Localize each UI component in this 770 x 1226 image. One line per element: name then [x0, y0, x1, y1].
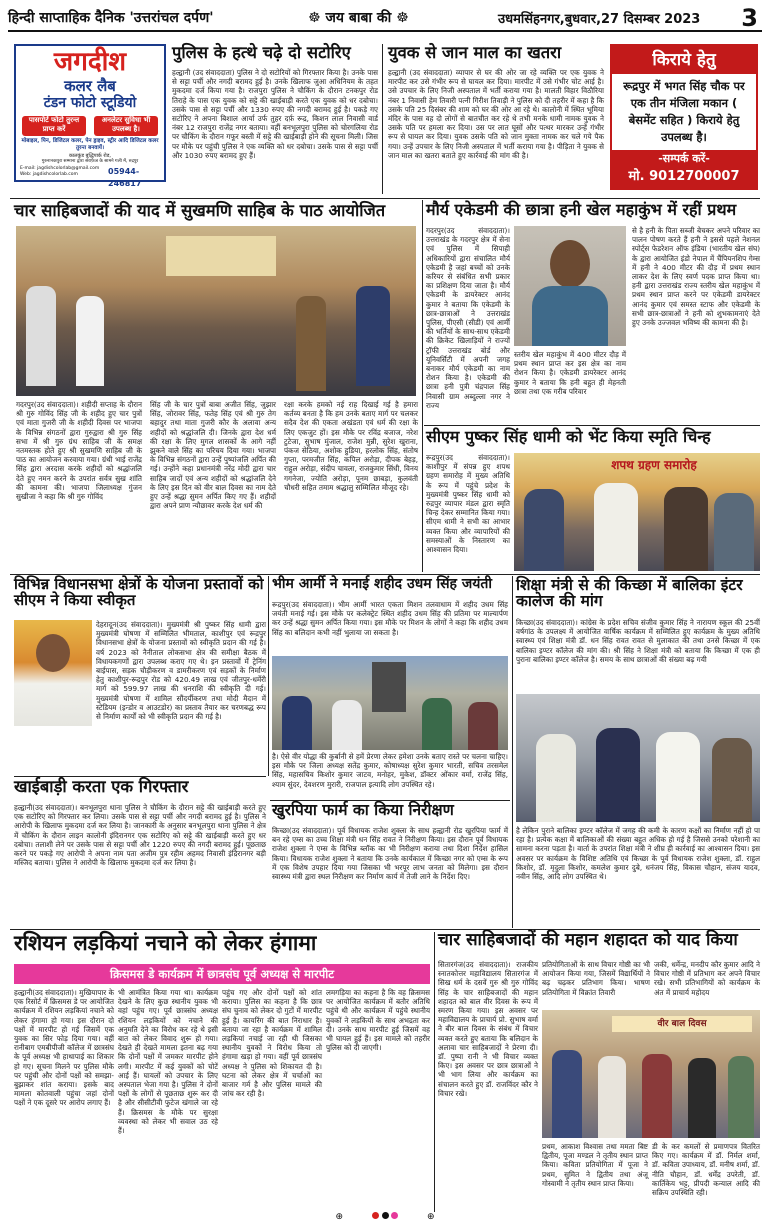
headline-bhim: भीम आर्मी ने मनाई शहीद उधम सिंह जयंती [272, 576, 492, 592]
photo-sahibzade [542, 1010, 760, 1138]
body-maurya-1: गदरपुर(उद संवाददाता)। उत्तराखंड के गदरपुर क्षेत्र में सेना एवं पुलिस में सिपाही अधिकारियों द्वारा संचालित मौर्य एकेडमी है जहां बच्चों को उनके करियर से संबंधित सभी प्रकार का प्रशिक्षण दिया जाता है। मौर्य एकेडमी के डायरेक्टर आनंद कुमार ने बताया कि एकेडमी के छात्र-छात्राओं ने उत्तराखंड पुलिस, पीएसी (सीडी) एवं आर्मी की भर्तियों के साथ-साथ एकेडमी की क्रिकेट खिलाड़ियों ने राज्यों ट्रॉफी उत्तराखंड बोर्ड और यूनिवर्सिटी में अपनी जगह बनाकर मौर्य एकेडमी का नाम रोशन किया है। एकेडमी की छात्रा हनी पुत्री चंद्रपाल सिंह निवासी ग्राम अब्दुल्ला नगर ने राज्य [426, 226, 510, 410]
ad-kiraye-body: रूद्रपुर में भगत सिंह चौक पर एक तीन मंजिला मकान ( बेसमेंट सहित ) किराये हेतु उपलब्ध है। [623, 79, 745, 144]
ad-btn-passport: पासपोर्ट फोटो तुरन्त प्राप्त करें [22, 116, 86, 136]
body-sahibzade-5: डी के कर कमलों से प्रमाणपत्र वितरित किए गए। कार्यक्रम में डॉ. निर्मल शर्मा, डॉ. कविता उपाध्याय, डॉ. मनीष शर्मा, डॉ. नीति चौहान, डॉ. धर्मेंद्र उपरेती, डॉ. कार्तिकेय भट्ट, प्रीपदी कन्याल आदि की सक्रिय उपस्थिति रही। [652, 1142, 760, 1198]
registration-mark-icon: ⊕ [335, 1212, 344, 1222]
body-sahibzade-1: सितारगंज(उद संवाददाता)। राजकीय स्नातकोत्तर महाविद्यालय सितारगंज में सिख धर्म के दसवें गुरु श्री गुरु गोविंद सिंह के चार साहिबजादों की महान शहादत को बाल वीर दिवस के रूप में स्मरण किया गया। इस अवसर पर महाविद्यालय के प्राचार्य प्रो. सुभाष वर्मा ने बीर बाल दिवस के संबंध में विचार व्यक्त करते हुए बताया कि बलिदान के अलावा चार साहिबजादों ने प्रेरणा दी। डॉ. पुष्पा रानी ने भी विचार व्यक्त किए। इस अवसर पर छात्र छात्राओं ने भी भाग लिया और कार्यक्रम का संचालन करते हुए डॉ. राजविंदर कौर ने विचार रखे। [438, 960, 538, 1098]
body-sukhmani-2: सिंह जी के चार पुत्रों बाबा अजीत सिंह, जुझार सिंह, जोरावर सिंह, फतेह सिंह एवं श्री गुरु तेग बहादुर तथा माता गुजरी कौर के अलावा अन्य शहीदों को श्रद्धांजलि दी। जिनके द्वारा देश धर्म की रक्षा के लिए मुगल शासकों के आगे नहीं झुकने वाले सिंह का परिचय दिया गया। भाजपा के विभिन्न संगठनों द्वारा उन्हें पुष्पांजलि अर्पित की गई। उन्होंने कहा प्रधानमंत्री नरेंद्र मोदी द्वारा चार साहिब जादों एवं अन्य शहीदों को श्रद्धांजलि देने के लिए इस दिन को वीर बाल दिवस का नाम देते हुए उन्हें श्रद्धा सुमन अर्पित किए गए हैं। शहीदों द्वारा अपने प्राण न्यौछावर करके देश धर्म की [150, 400, 276, 511]
photo-dhami [514, 453, 760, 571]
ad-address: गुरुनानकपुरा सम्माना द्वारा सराफ़ेज के सामने गली में, रुद्रपुर [41, 159, 139, 164]
body-khaibadi: हल्द्वानी(उद संवाददाता)। बनभूलपुरा थाना पुलिस ने चौकिंग के दौरान सट्टे की खाईबाड़ी करते हुए एक सटोरिए को गिरफ्तार कर लिया। उसके पास से सट्टा पर्ची और नगदी बरामद हुई है। पुलिस ने आरोपी के खिलाफ मुकदमा दर्ज कर लिया है। जानकारी के अनुसार बनभूलपुरा थाना पुलिस ने क्षेत्र में चौकिंग के दौरान लाइन कालोनी इंदिरानगर एक सटोरिए को सट्टे की खाईबाड़ी करते हुए धर दबोचा। तलाशी लेने पर उसके पास से सट्टा पर्ची और 1220 रुपए की नगदी बरामद हुई। पूछताछ करने पर पकड़े गए आरोपी ने अपना नाम पता अजीम पुत्र रहीम अहमद निवासी इंद्रिरानगर बड़ी मस्जिद बताया। पुलिस ने आरोपी के खिलाफ मुकदमा दर्ज कर लिया है। [14, 803, 266, 868]
body-russian-1: हल्द्वानी(उद संवाददाता)। मुखियापार के एक रिसोर्ट में क्रिसमस डे पर आयोजित कार्यक्रम में रशियन लड़कियां नचाने को लेकर हंगामा हो गया। इस दौरान दो पक्षों में मारपीट हो गई जिसमें एक युवक का सिर फोड़ दिया गया। वहीं रानीबाग एमबीपीजी कॉलेज में छात्रसंघ के पूर्व अध्यक्ष भी हाथापाई का शिकार हो गए। सूचना मिलने पर पुलिस मौके पर पहुंची और दोनों पक्षों को समझा-बुझाकर शांत कराया। इसके बाद मामला कोतवाली पहुंचा जहां दोनों पक्षों ने एक दूसरे पर आरोप लगाए हैं। [14, 988, 114, 1108]
page-number: 3 [741, 4, 758, 32]
ad-kiraye-title: किराये हेतु [612, 46, 756, 74]
body-dhami: रूद्रपुर(उद संवाददाता)। काशीपुर में संपन्न हुए शपथ ग्रहण समारोह में मुख्य अतिथि के रूप में पहुंचे प्रदेश के मुख्यमंत्री पुष्कर सिंह धामी को रुद्रपुर व्यापार मंडल द्वारा स्मृति चिन्ह देकर सम्मानित किया गया। सीएम धामी ने सभी का आभार व्यक्त किया और व्यापारियों की समस्याओं के निस्तारण का आश्वासन दिया। [426, 453, 510, 555]
body-sahibzade-3: जकी, धर्मेन्द्र, मनदीप कौर कुमार आदि ने विचार गोष्ठी में प्रतिभाग कर अपने विचार रखे। सभी प्रतिभागियों को कार्यक्रम के अंत में प्राचार्य महोदय [654, 960, 760, 997]
ad-jagdish-line2: टंडन फोटो स्टूडियो [43, 95, 137, 111]
slogan-text: जय बाबा की [325, 10, 392, 26]
headline-maurya: मौर्य एकेडमी की छात्रा हनी खेल महाकुंभ में रहीं प्रथम [426, 200, 737, 219]
ad-services: मोबाइल, पिन, डिजिटल कलर, पेन ड्राइव, स्ट्रीर आदि डिजिटल कलर तुरन्त बनवायें। [21, 138, 159, 151]
body-maurya-2: स्तरीय खेल महाकुंभ में 400 मीटर दौड़ में प्रथम स्थान प्राप्त कर इस क्षेत्र का नाम रोशन किया है। एकेडमी डायरेक्टर आनंद कुमार ने बताया कि हनी बहुत ही मेहनती छात्रा तथा एक गरीब परिवार [514, 350, 626, 396]
body-khurpia: किच्छा(उद संवाददाता)। पूर्व विधायक राजेश शुक्ला के साथ हल्द्वानी रोड खुरपिया फार्म में बन रहे एम्स का उच्च शिक्षा मंत्री धन सिंह रावत ने निरीक्षण किया। इस दौरान पूर्व विधायक राजेश शुक्ला ने एम्स के विभिन्न ब्लॉक का भी निरीक्षण कराया तथा दिशा निर्देश हासिल किया। विधायक राजेश शुक्ला ने बताया कि उनके कार्यकाल में किच्छा नगर को एम्स के रूप में एक विशेष उपहार दिया गया जिसका भी भरपूर लाभ जनता को मिलेगा। इस दौरान स्वास्थ्य मंत्री द्वारा स्थल निरीक्षण कर निर्माण कार्य में तेजी लाने के निर्देश दिए। [272, 826, 508, 882]
ad-address-head: कालकुंड बुद्धिपार्क रोड, [69, 153, 111, 159]
body-sukhmani-3: रक्षा करके हमको नई राह दिखाई गई है हमारा कर्तव्य बनता है कि हम उनके बताए मार्ग पर चलकर सदैव देश की एकता अखंडता एवं धर्म की रक्षा के लिए एकजुट हों। इस मौके पर रविंद्र बजाज, नरेश टुटेजा, सुभाष मुंजाल, राजेश मुन्नी, सुरेश खुराना, पंकज सेठिया, अशोक हुडिया, हरलोक सिंह, संतोष गुप्ता, परमजीत सिंह, कपिल अरोड़ा, दीपक बेहड़, राहुल अरोड़ा, संदीप चावला, राजकुमार सिंधी, विनय गगनेजा, ज्योति अरोड़ा, पूनम छाबड़ा, कुलवंती चौधरी सहित तमाम श्रद्धालु सम्मिलित मौजूद रहे। [284, 400, 418, 492]
paper-name: हिन्दी साप्ताहिक दैनिक 'उत्तरांचल दर्पण' [8, 10, 214, 26]
body-russian-2: भी आमंत्रित किया गया था। कार्यक्रम देखने के लिए कुछ स्थानीय युवक भी वहां पहुंच गए। पूर्व छात्रसंघ अध्यक्ष रशियन लड़कियों को नचाने की अनुमति देने का विरोध कर रहे थे इसी बात को लेकर विवाद शुरू हो गया। देखते ही देखते मामला इतना बढ़ गया कि दोनों पक्षों में जमकर मारपीट होने लगी। मारपीट में कई युवकों को चोटें आई हैं। घायलों को उपचार के लिए अस्पताल भेजा गया है। पुलिस ने दोनों पक्षों के लोगों से पूछताछ शुरू कर दी है और सीसीटीवी फुटेज खंगाले जा रहे हैं। क्रिसमस के मौके पर सुरक्षा व्यवस्था को लेकर भी सवाल उठ रहे हैं। [118, 988, 218, 1136]
body-bhim-2: है। ऐसे वीर योद्धा की कुर्बानी से हमें प्रेरणा लेकर हमेशा उनके बताए रास्ते पर चलना चाहिए। इस मौके पर जिला अध्यक्ष सतेंद्र कुमार, कोषाध्यक्ष सुरेश कुमार भारती, सचिव तरसमेल सिंह, महासचिव किशोर कुमार जाटव, मनोहर, मुकेश, डॉक्टर ओंकार वर्मा, राजेंद्र सिंह, श्याम सुंदर, देवशरण मुरारी, राजपाल इत्यादि लोग उपस्थित रहे। [272, 752, 508, 789]
ad-phone: 05944-246817 [108, 167, 142, 188]
headline-vidhansabha: विभिन्न विधानसभा क्षेत्रों के योजना प्रस्तावों को सीएम ने किया स्वीकृत [14, 575, 264, 609]
body-bhim-1: रूद्रपुर(उद संवाददाता)। भीम आर्मी भारत एकता मिशन तलवाधाम में शहीद उधम सिंह जयंती मनाई गई। इस मौके पर कलेक्ट्रेट स्थित शहीद उधम सिंह की प्रतिमा पर माल्यार्पण कर उन्हें श्रद्धा सुमन अर्पित किया गया। इस मौके पर मिशन के लोगों ने कहा कि शहीद उधम सिंह का बलिदान कभी नहीं भुलाया जा सकता है। [272, 600, 508, 637]
body-sukhmani-1: गदरपुर(उद संवाददाता)। शहीदी सप्ताह के दौरान श्री गुरु गोविंद सिंह जी के शहीद हुए चार पुत्रों एवं माता गुजरी जी के शहीदी दिवस पर भाजपा के विभिन्न संगठनों द्वारा गुरुद्वारा श्री गुरु सिंह सभा में श्री गुरु ग्रंथ साहिब जी के समक्ष नतमस्तक होते हुए श्री सुखमणि साहिब जी के पाठ का आयोजन करवाया गया। ग्रंथी भाई राजेंद्र सिंह द्वारा अरदास करके शहीदों को श्रद्धांजलि देते हुए नमन करने के उपरांत सर्वत्र सुख शांति की कामना की। भाजपा जिलाध्यक्ष गुंजन सुखीजा ने कहा कि श्री गुरु गोविंद [16, 400, 142, 502]
headline-khurpia: खुरपिया फार्म का किया निरीक्षण [272, 801, 454, 819]
photo-shiksha [516, 694, 760, 822]
ad-kiraye-phone: मो. 9012700007 [628, 169, 740, 184]
headline-russian: रशियन लड़कियां नचाने को लेकर हंगामा [14, 931, 317, 955]
ad-kiraye [610, 44, 758, 190]
ad-jagdish [14, 44, 166, 188]
ad-kiraye-contact-box [612, 150, 756, 188]
headline-sahibzade: चार साहिबजादों की महान शहादत को याद किया [438, 930, 738, 950]
headline-police: पुलिस के हत्थे चढ़े दो सटोरिए [172, 43, 351, 62]
headline-sukhmani: चार साहिबजादों की याद में सुखमणि साहिब के पाठ आयोजित [14, 201, 386, 220]
subhead-russian: क्रिसमस डे कार्यक्रम में छात्रसंघ पूर्व अध्यक्ष से मारपीट [14, 964, 430, 984]
headline-shiksha: शिक्षा मंत्री से की किच्छा में बालिका इंटर कालेज की मांग [516, 576, 743, 611]
body-youth: हल्द्वानी (उद संवाददाता) व्यापार से घर की ओर जा रहे व्यक्ति पर एक युवक ने मारपीट कर उसे गंभीर रूप से घायल कर दिया। मारपीट में उसे गंभीर चोट आई है। उसे उपचार के लिए निजी अस्पताल में भर्ती कराया गया है। मालती विहार विठौरिया नंबर 1 निवासी हेम तिवारी पत्नी गिरीश तिवाड़ी ने पुलिस को दी तहरीर में कहा है कि उसके पति 25 दिसंबर की शाम को घर की ओर आ रहे थे। कालोनी में स्थित भूमिया मंदिर के पास वह दो लोगों से बातचीत कर रहे थे तभी मनके धामी नामक युवक ने उसके पति पर हमला कर दिया। उस पर लात घूसों और पत्थर मारकर उन्हें गंभीर रूप से घायल कर दिया। युवक उसके पति को जान मुक्ता नामक कर चले गये पैक गया। उन्हें उपचार के लिए निजी अस्पताल में भर्ती कराया गया है। पीड़िता ने युवक से जान माल का खतरा बताते हुए कार्रवाई की मांग की है। [388, 68, 604, 160]
photo-dhami-banner: शपथ ग्रहण समारोह [611, 458, 697, 472]
footer-marks [0, 1212, 770, 1222]
color-dot-icon [391, 1212, 398, 1219]
body-russian-3: पहुंच गए और दोनों पक्षों को शांत कराया। पुलिस का कहना है कि छात्र संघ चुनाव को लेकर दो गुटों में मारपीट हुई है। कायरिंग की बात निराधार है। बताया जा रहा है कार्यक्रम में शामिल लड़कियां नचाई जा रही थी जिसका स्थानीय युवकों ने विरोध किया तो हंगामा खड़ा हो गया। वहीं पूर्व छात्रसंघ अध्यक्ष ने पुलिस को शिकायत दी है। घटना को लेकर क्षेत्र में चर्चाओं का बाजार गर्म है और पुलिस मामले की जांच कर रही है। [222, 988, 322, 1099]
registration-mark-icon: ⊕ [426, 1212, 435, 1222]
body-sahibzade-4: प्रथम, आकाश विश्वास तथा ममता बिष्ट द्वितीय, पूजा मण्डल ने तृतीय स्थान प्राप्त किया। कविता प्रतियोगिता में पूजा ने प्रथम, सुमित ने द्वितीय तथा अंजू गोस्वामी ने तृतीय स्थान प्राप्त किया। [542, 1142, 648, 1188]
color-dot-icon [372, 1212, 379, 1219]
ad-kiraye-contact: -सम्पर्क करें- [658, 152, 710, 165]
color-dot-icon [382, 1212, 389, 1219]
body-shiksha-1: किच्छा(उद संवाददाता)। कांग्रेस के प्रदेश सचिव संजीव कुमार सिंह ने नारायण स्कूल की 25वीं वर्षगांठ के उपलक्ष्य में आयोजित वार्षिक कार्यक्रम में सम्मिलित हुए कार्यक्रम के मुख्य अतिथि स्वास्थ्य एवं शिक्षा मंत्री डॉ. धन सिंह रावत रावत से मुलाकात की तथा उनसे किच्छा में एक बालिका इण्टर कॉलेज की मांग की। श्री सिंह ने शिक्षा मंत्री को बताया कि किच्छा में एक ही पुराना बालिका इण्टर कॉलेज है। समय के साथ छात्राओं की संख्या बढ़ गयी [516, 618, 760, 664]
ad-jagdish-line1: कलर लैब [64, 77, 116, 95]
body-sahibzade-2: प्रतियोगिताओं के साथ विचार गोष्ठी का भी आयोजन किया गया, जिसमें विद्यार्थियों ने बढ़ चढ़कर प्रतिभाग किया। भाषण प्रतियोगिता में विक्रांत तिवारी [542, 960, 650, 997]
body-vidhansabha: देहरादून(उद संवाददाता)। मुख्यमंत्री श्री पुष्कर सिंह धामी द्वारा मुख्यमंत्री घोषणा में सम्मिलित भीमताल, काशीपुर एवं रूद्रपुर विधानसभा क्षेत्रों के योजना प्रस्तावों को स्वीकृति प्रदान की गई है। वर्ष 2023 को नैनीताल लोकसभा क्षेत्र की समीक्षा बैठक में विधायकगणों द्वारा उपलब्ध कराए गए थे। इन प्रस्तावों में ट्रेनिंग बाईपास, सड़क चौड़ीकरण व डामरीकरण एवं सड़कों के निर्माण हेतु काशीपुर-रूद्रपुर रोड को 420.49 लाख एवं जीतपुर-धर्मेरी मार्ग को 599.97 लाख की धनराशि की स्वीकृति दी गई। मुख्यमंत्री घोषणा में शामिल सौंदर्यीकरण तथा मोदी मैदान में स्टेडियम (इन्डोर व आउटडोर) का प्रस्ताव तैयार कर चरणबद्ध रूप से निर्माण कार्यों को भी स्वीकृति प्रदान की गई है। [96, 620, 266, 722]
ad-jagdish-name: जगदीश [53, 47, 127, 77]
date-line: उधमसिंहनगर,बुधवार,27 दिसम्बर 2023 [498, 12, 701, 27]
photo-sukhmani [16, 226, 416, 396]
body-police: हल्द्वानी (उद संवाददाता) पुलिस ने दो सटोरियों को गिरफ्तार किया है। उनके पास से सट्टा पर्ची और नगदी बरामद हुई है। उनके खिलाफ जुआ अधिनियम के तहत मुकदमा दर्ज किया गया है। राजपुरा पुलिस ने चौकिंग के दौरान टनकपुर रोड तिराहे के पास एक युवक को सट्टे की खाईबाड़ी करते एक युवक को धर दबोचा। उसके पास से सट्टा पर्ची और 1330 रुपए की नगदी बरामद हुई है। पकड़े गए सटोरिए ने अपना बिशाल आर्या उर्फ तुहर दर्फ़ रूद्र, किशन लाल निवासी वार्ड नंबर 12 राजपुरा राजेंद्र नगर बताया। वहीं बनभूलपुरा पुलिस को चोरगलिया रोड पर चौकिंग के दौरान गफूर बस्ती में सट्टे की खाईबाड़ी होने की सूचना मिली। जिस पर मौके पर पहुंची पुलिस ने एक व्यक्ति को धर दबोचा। उसके पास से सट्टा पर्ची और 1030 रुपए बरामद हुए हैं। [172, 68, 378, 160]
masthead [8, 6, 762, 32]
body-shiksha-2: है लेकिन पुराने बालिका इण्टर कॉलेज में जगह की कमी के कारण कक्षों का निर्माण नहीं हो पा रहा है। प्रत्येक कक्षा में बालिकाओं की संख्या बहुत अधिक हो गई है जिससे उनको परेशानी का सामना करना पड़ता है। वार्ता के उपरांत शिक्षा मंत्री ने शीघ्र ही कार्रवाई का आश्वासन दिया। इस अवसर पर कार्यक्रम के विशिष्ट अतिथि एवं किच्छा के पूर्व विधायक राजेश शुक्ला, डॉ. राहुल किशोर, डॉ. मृदुला किशोर, कमलेश कुमार दुबे, धनंजय सिंह, विकास चौहान, संजय यादव, नवीन सिंह, आदि लोग उपस्थित थे। [516, 826, 760, 882]
ad-web: Web: jagdishcolorlab.com [20, 172, 78, 177]
headline-khaibadi: खाईबाड़ी करता एक गिरफ्तार [14, 777, 189, 796]
body-maurya-3: से है हनी के पिता सब्जी बेचकर अपने परिवार का पालन पोषण करते हैं हनी ने इससे पहले नेशनल स्पोर्ट्स फेडरेशन ऑफ इंडिया (भारतीय खेल संघ) के द्वारा आयोजित इंडो नेपाल में चैंपियनशिप गेम्स में हनी ने 400 मीटर की दौड़ में प्रथम स्थान लाकर देश के लिए स्वर्ण पदक प्राप्त किया था। हनी द्वारा उत्तराखंड राज्य स्तरीय खेल महाकुंभ में प्रथम स्थान प्राप्त करने पर एकेडमी डायरेक्टर आनंद कुमार एवं समस्त स्टाफ और एकेडमी के सभी छात्र-छात्राओं ने हनी को शुभकामनाएं देते हुए उनके उज्जवल भविष्य की कामना की है। [632, 226, 760, 328]
headline-dhami: सीएम पुष्कर सिंह धामी को भेंट किया स्मृति चिन्ह [426, 427, 711, 446]
photo-sahibzade-banner: वीर बाल दिवस [612, 1016, 752, 1032]
photo-vidhansabha [14, 620, 92, 726]
body-russian-4: लमगड़िया का कहना है कि वह क्रिसमस पर आयोजित कार्यक्रम में बतौर अतिथि पहुंचे थी और कार्यक्रम में पहुंचे स्थानीय युवकों ने लड़कियों के साथ अभद्रता कर दी। उनके साथ मारपीट हुई जिसमें वह भी घायल हुई हैं। इस मामले को तहरीर पुलिस को दी जाएगी। [326, 988, 430, 1053]
photo-bhim [272, 656, 508, 750]
ad-email: E-mail: jagdishcolorlab@gmail.com [20, 166, 100, 171]
slogan: ☸ जय बाबा की ☸ [308, 10, 409, 26]
headline-youth: युवक से जान माल का खतरा [388, 43, 562, 62]
photo-maurya [514, 226, 626, 346]
ad-btn-unletter: अनलेटर सुविधा भी उपलब्ध है। [94, 116, 158, 136]
